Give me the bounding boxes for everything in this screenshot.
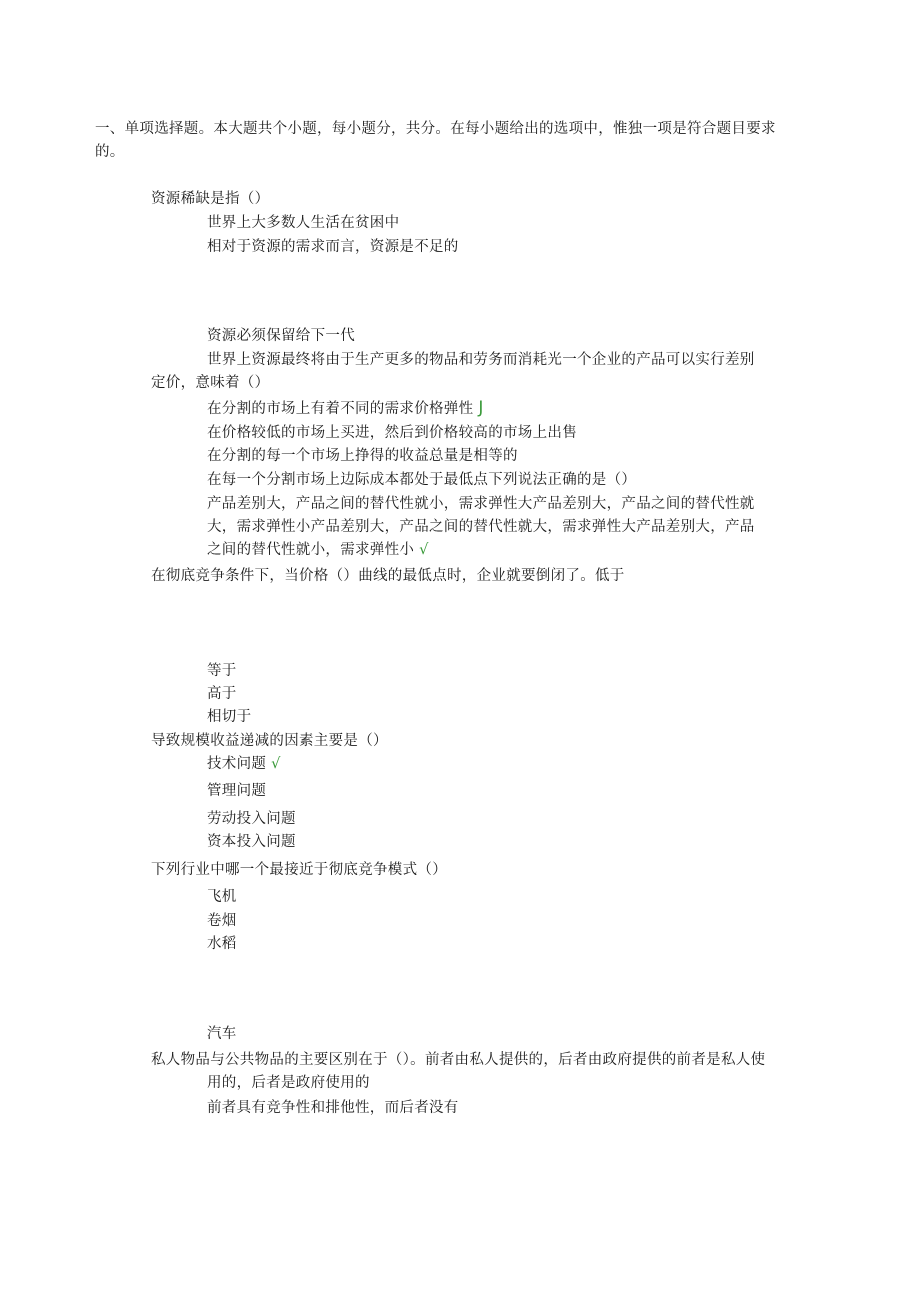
correct-mark-icon: √ — [271, 756, 281, 772]
q6-stem: 下列行业中哪一个最接近于彻底竞争模式（） — [151, 862, 447, 878]
q6-option-4: 汽车 — [207, 1026, 237, 1042]
q2-option-3: 在分割的每一个市场上挣得的收益总量是相等的 — [207, 448, 518, 464]
q1-option-1: 世界上大多数人生活在贫困中 — [207, 215, 400, 231]
correct-mark-icon: √ — [419, 542, 429, 558]
q2-option-4-and-q3-stem: 在每一个分割市场上边际成本都处于最低点下列说法正确的是（） — [207, 472, 637, 488]
q2-stem-continued: 定价，意味着（） — [151, 375, 270, 391]
q5-option-1-text: 技术问题 — [207, 756, 267, 772]
q1-option-4-and-q2-stem: 世界上资源最终将由于生产更多的物品和劳务而消耗光一个企业的产品可以实行差别 — [207, 352, 755, 368]
q2-option-1-text: 在分割的市场上有着不同的需求价格弹性 — [207, 401, 474, 417]
q2-option-1 — [207, 398, 484, 419]
correct-mark-icon: J — [478, 398, 484, 418]
q3-options-line-2: 大，需求弹性小产品差别大，产品之间的替代性就大，需求弹性大产品差别大，产品 — [207, 519, 755, 535]
q1-stem: 资源稀缺是指（） — [151, 191, 270, 207]
q7-stem-line-1: 私人物品与公共物品的主要区别在于（）。前者由私人提供的，后者由政府提供的前者是私人使 — [151, 1052, 766, 1068]
q1-option-2: 相对于资源的需求而言，资源是不足的 — [207, 239, 459, 255]
q5-stem: 导致规模收益递减的因素主要是（） — [151, 733, 388, 749]
q4-option-3: 高于 — [207, 686, 237, 702]
q6-option-3: 水稻 — [207, 936, 237, 952]
section-header: 一、单项选择题。本大题共个小题，每小题分，共分。在每小题给出的选项中，惟独一项是符合题目要求的。 — [95, 121, 776, 160]
q4-option-4: 相切于 — [207, 709, 252, 725]
q1-option-3: 资源必须保留给下一代 — [207, 328, 355, 344]
q3-options-line-3 — [207, 540, 429, 560]
q5-option-3: 劳动投入问题 — [207, 811, 296, 827]
q5-option-2: 管理问题 — [207, 783, 267, 799]
q4-option-2: 等于 — [207, 663, 237, 679]
q6-option-1: 飞机 — [207, 889, 237, 905]
q2-option-2: 在价格较低的市场上买进，然后到价格较高的市场上出售 — [207, 425, 577, 441]
q3-options-line-1: 产品差别大，产品之间的替代性就小，需求弹性大产品差别大，产品之间的替代性就 — [207, 496, 755, 512]
q3-options-line-3-text: 之间的替代性就小，需求弹性小 — [207, 542, 415, 558]
q4-stem: 在彻底竞争条件下，当价格（）曲线的最低点时，企业就要倒闭了。低于 — [151, 568, 625, 584]
q7-stem-line-2: 用的，后者是政府使用的 — [207, 1075, 370, 1091]
q5-option-1 — [207, 754, 281, 774]
q5-option-4: 资本投入问题 — [207, 834, 296, 850]
q6-option-2: 卷烟 — [207, 913, 237, 929]
q7-option-line: 前者具有竞争性和排他性，而后者没有 — [207, 1100, 459, 1116]
